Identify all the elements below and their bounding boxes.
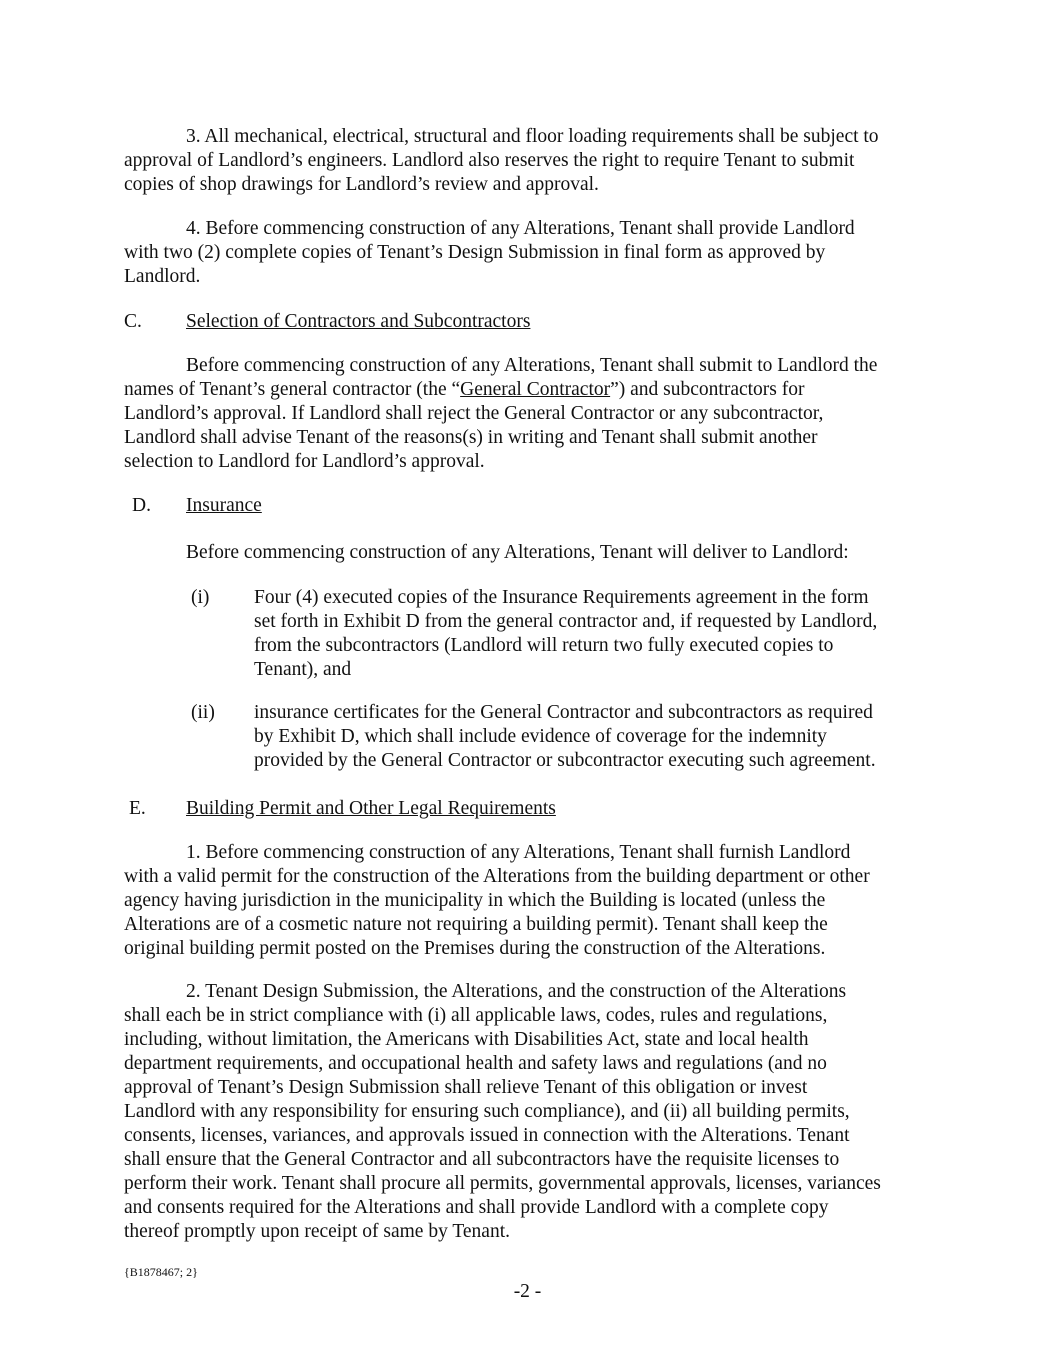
paragraph-contractors: [124, 354, 939, 474]
paragraph-line: with a valid permit for the construction of the Alterations from the building department or other: [124, 866, 870, 887]
paragraph-line: selection to Landlord for Landlord’s approval.: [124, 451, 485, 472]
paragraph-line: and consents required for the Alterations and shall provide Landlord with a complete copy: [124, 1197, 829, 1218]
list-item-line: insurance certificates for the General Contractor and subcontractors as required: [254, 702, 873, 723]
paragraph-line: agency having jurisdiction in the municipality in which the Building is located (unless the: [124, 890, 826, 911]
paragraph-3: [124, 125, 939, 197]
paragraph-line: Landlord.: [124, 266, 201, 287]
paragraph-line: department requirements, and occupational health and safety laws and regulations (and no: [124, 1053, 827, 1074]
paragraph-line: consents, licenses, variances, and approvals issued in connection with the Alterations. Tenant: [124, 1125, 850, 1146]
list-item-line: provided by the General Contractor or subcontractor executing such agreement.: [254, 750, 876, 771]
paragraph-line: thereof promptly upon receipt of same by Tenant.: [124, 1221, 510, 1242]
paragraph-line: shall ensure that the General Contractor and all subcontractors have the requisite licenses to: [124, 1149, 840, 1170]
paragraph-e1: [124, 841, 939, 961]
list-item-line: from the subcontractors (Landlord will return two fully executed copies to: [254, 635, 834, 656]
paragraph-line: approval of Tenant’s Design Submission shall relieve Tenant of this obligation or invest: [124, 1077, 808, 1098]
document-id: {B1878467; 2}: [124, 1265, 198, 1279]
section-letter: C.: [124, 311, 142, 332]
list-item-line: set forth in Exhibit D from the general contractor and, if requested by Landlord,: [254, 611, 878, 632]
paragraph-line: Landlord’s approval. If Landlord shall reject the General Contractor or any subcontractor,: [124, 403, 824, 424]
paragraph-line: Landlord with any responsibility for ensuring such compliance), and (ii) all building permits,: [124, 1101, 850, 1122]
paragraph-line: original building permit posted on the Premises during the construction of the Alterations.: [124, 938, 826, 959]
section-title: Selection of Contractors and Subcontractors: [186, 311, 531, 332]
paragraph-line: Before commencing construction of any Alterations, Tenant shall submit to Landlord the: [186, 355, 878, 376]
list-item-line: by Exhibit D, which shall include evidence of coverage for the indemnity: [254, 726, 827, 747]
paragraph-line: Before commencing construction of any Alterations, Tenant will deliver to Landlord:: [186, 542, 849, 563]
paragraph-e2: [124, 980, 939, 1244]
list-item-label: (ii): [191, 702, 215, 723]
paragraph-insurance: [124, 541, 939, 565]
paragraph-line: 3. All mechanical, electrical, structural and floor loading requirements shall be subject to: [186, 126, 879, 147]
paragraph-line: copies of shop drawings for Landlord’s review and approval.: [124, 174, 599, 195]
page-number: -2 -: [513, 1281, 542, 1302]
paragraph-line: 4. Before commencing construction of any Alterations, Tenant shall provide Landlord: [186, 218, 855, 239]
paragraph-line: shall each be in strict compliance with (i) all applicable laws, codes, rules and regulations,: [124, 1005, 828, 1026]
paragraph-4: [124, 217, 939, 289]
paragraph-line: Landlord shall advise Tenant of the reasons(s) in writing and Tenant shall submit another: [124, 427, 818, 448]
paragraph-line: 2. Tenant Design Submission, the Alterations, and the construction of the Alterations: [186, 981, 847, 1002]
list-item-label: (i): [191, 587, 210, 608]
paragraph-line: 1. Before commencing construction of any Alterations, Tenant shall furnish Landlord: [186, 842, 851, 863]
paragraph-line: ”) and subcontractors for: [610, 379, 805, 400]
defined-term: General Contractor: [460, 379, 611, 400]
list-item-line: Four (4) executed copies of the Insurance Requirements agreement in the form: [254, 587, 869, 608]
section-letter: E.: [129, 798, 146, 819]
section-letter: D.: [132, 495, 151, 516]
paragraph-line: names of Tenant’s general contractor (the “: [124, 379, 461, 400]
paragraph-line: including, without limitation, the Americans with Disabilities Act, state and local health: [124, 1029, 809, 1050]
paragraph-line: Alterations are of a cosmetic nature not requiring a building permit). Tenant shall keep the: [124, 914, 828, 935]
paragraph-line: with two (2) complete copies of Tenant’s Design Submission in final form as approved by: [124, 242, 826, 263]
section-title: Insurance: [186, 495, 262, 516]
paragraph-line: perform their work. Tenant shall procure all permits, governmental approvals, licenses, variances: [124, 1173, 881, 1194]
list-item-line: Tenant), and: [254, 659, 352, 680]
section-title: Building Permit and Other Legal Requirements: [186, 798, 556, 819]
paragraph-line: approval of Landlord’s engineers. Landlord also reserves the right to require Tenant to submit: [124, 150, 855, 171]
